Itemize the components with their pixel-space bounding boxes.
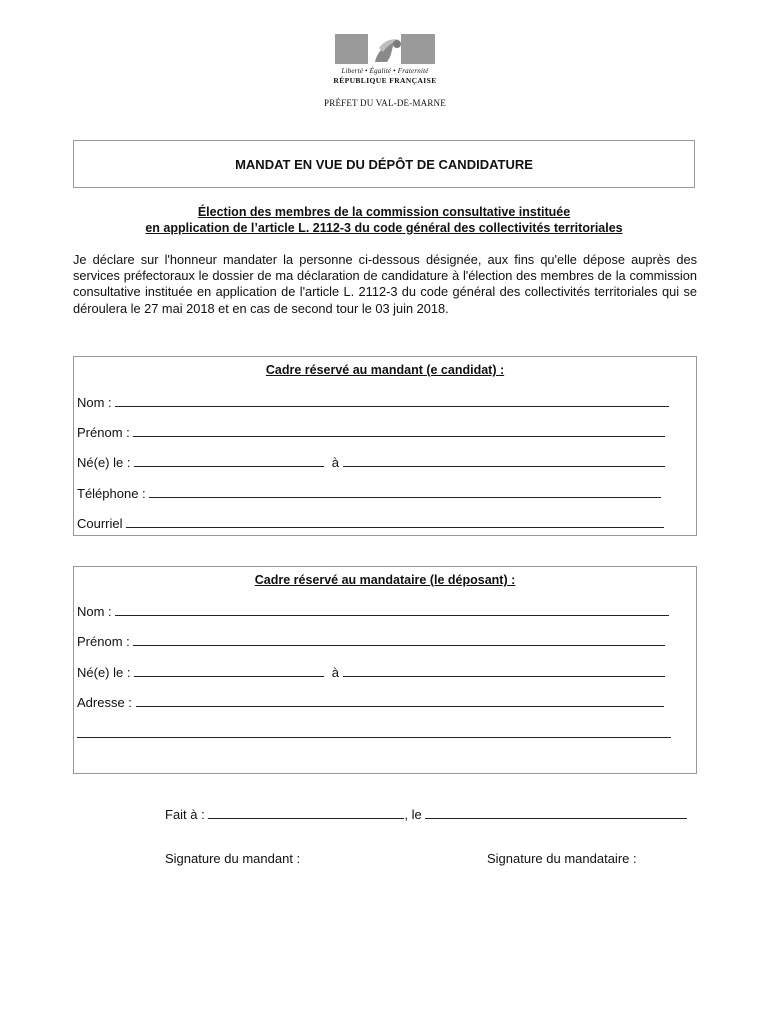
fait-a-field[interactable] [165,806,687,822]
mandataire-nom-field[interactable] [77,603,669,619]
mandant-prenom-field[interactable] [77,424,665,440]
mandataire-prenom-line[interactable] [133,633,665,646]
mandataire-adresse-line-2[interactable] [77,725,671,738]
mandant-ne-le-label: Né(e) le : [77,455,131,470]
mandant-telephone-label: Téléphone : [77,486,146,501]
mandant-telephone-field[interactable] [77,485,661,501]
mandant-telephone-line[interactable] [149,485,661,498]
marianne-icon [335,34,435,64]
declaration-paragraph: Je déclare sur l'honneur mandater la personne ci-dessous désignée, aux fins qu'elle dépose auprès des services préfectoraux le dossier de ma déclaration de candidature à l'élection des membres de la commission consultative instituée en application de l'article L. 2112-3 du code général des collectivités territoriales qui se déroulera le 27 mai 2018 et en cas de second tour le 03 juin 2018. [73,252,697,316]
republic-name: RÉPUBLIQUE FRANÇAISE [333,76,437,85]
mandant-a-label: à [331,455,339,470]
mandataire-adresse-line-2-field[interactable] [77,725,671,741]
mandataire-naissance-field[interactable] [77,664,665,680]
mandataire-adresse-label: Adresse : [77,695,132,710]
mandant-date-line[interactable] [134,454,324,467]
fait-a-label: Fait à : [165,807,205,822]
mandataire-nom-label: Nom : [77,604,112,619]
mandataire-ne-le-label: Né(e) le : [77,665,131,680]
subtitle-line-1: Élection des membres de la commission consultative instituée [197,205,571,219]
mandataire-date-line[interactable] [134,664,324,677]
mandataire-adresse-field[interactable] [77,694,664,710]
mandant-prenom-label: Prénom : [77,425,130,440]
prefecture-name: PRÉFET DU VAL-DE-MARNE [324,98,446,108]
mandant-prenom-line[interactable] [133,424,665,437]
mandataire-adresse-line[interactable] [136,694,664,707]
subtitle-line-2: en application de l’article L. 2112-3 du code général des collectivités territoriales [145,221,623,235]
mandant-lieu-line[interactable] [343,454,665,467]
date-le-label: , le [404,807,422,822]
signature-mandant-label: Signature du mandant : [165,851,301,866]
mandant-naissance-field[interactable] [77,454,665,470]
mandant-nom-line[interactable] [115,394,669,407]
document-title-box [73,140,695,188]
republic-motto: Liberté • Égalité • Fraternité [341,67,429,75]
mandant-nom-field[interactable] [77,394,669,410]
signature-mandataire-label: Signature du mandataire : [487,851,637,866]
document-title: MANDAT EN VUE DU DÉPÔT DE CANDIDATURE [235,156,533,172]
mandataire-nom-line[interactable] [115,603,669,616]
mandataire-prenom-label: Prénom : [77,634,130,649]
mandataire-a-label: à [331,665,339,680]
republic-logo [333,34,437,85]
fait-a-line[interactable] [208,806,404,819]
mandataire-lieu-line[interactable] [343,664,665,677]
date-line[interactable] [425,806,687,819]
mandant-courriel-label: Courriel [77,516,123,531]
mandant-frame-title: Cadre réservé au mandant (e candidat) : [265,363,505,377]
mandant-courriel-field[interactable] [77,515,664,531]
mandataire-frame-title: Cadre réservé au mandataire (le déposant) : [254,573,516,587]
mandant-frame [73,356,697,536]
mandant-nom-label: Nom : [77,395,112,410]
mandataire-prenom-field[interactable] [77,633,665,649]
mandant-courriel-line[interactable] [126,515,664,528]
